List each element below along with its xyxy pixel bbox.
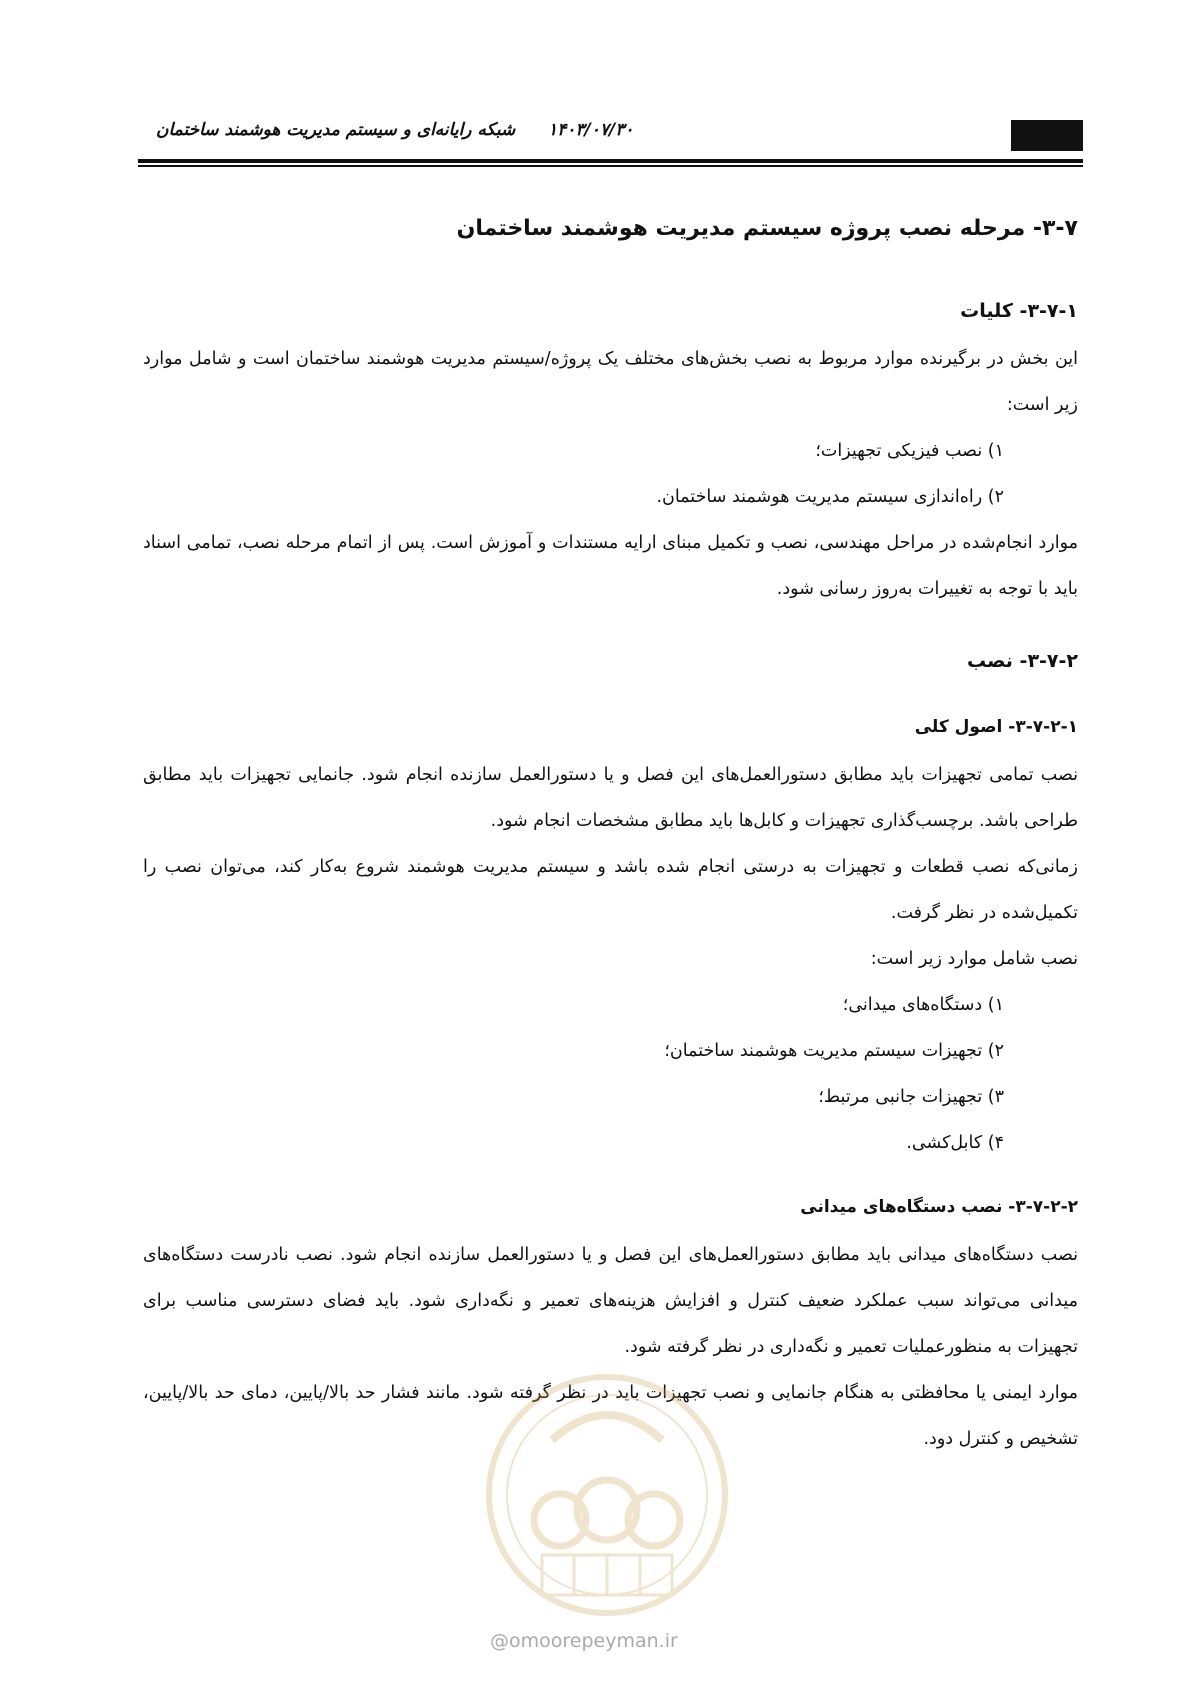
principles-list-item: ۴) کابل‌کشی. [906, 1133, 1004, 1153]
header-rule-thick [138, 159, 1083, 163]
section-title: ۳-۷- مرحله نصب پروژه سیستم مدیریت هوشمند ساختمان [456, 216, 1078, 241]
header-rule-thin [138, 165, 1083, 167]
general-paragraph-1: این بخش در برگیرنده موارد مربوط به نصب بخش‌های مختلف یک پروژه/سیستم مدیریت هوشمند ساختمان است و شامل موارد زیر است: [143, 349, 1078, 415]
field-devices-heading: ۳-۷-۲-۲- نصب دستگاه‌های میدانی [800, 1197, 1078, 1217]
general-list-item: ۲) راه‌اندازی سیستم مدیریت هوشمند ساختمان. [656, 487, 1004, 507]
principles-list-item: ۱) دستگاه‌های میدانی؛ [842, 995, 1004, 1015]
principles-paragraph-1: نصب تمامی تجهیزات باید مطابق دستورالعمل‌های این فصل و یا دستورالعمل سازنده انجام شود. جانمایی تجهیزات باید مطابق طراحی باشد. برچسب‌گذاری تجهیزات و کابل‌ها باید مطابق مشخصات انجام شود. [143, 765, 1078, 831]
general-heading: ۳-۷-۱- کلیات [960, 300, 1078, 322]
watermark-seal-icon [482, 1370, 732, 1620]
header-title: شبکه رایانه‌ای و سیستم مدیریت هوشمند ساختمان [156, 120, 516, 140]
page-content [143, 208, 1078, 1462]
principles-paragraph-3: نصب شامل موارد زیر است: [870, 949, 1078, 969]
field-devices-paragraph-1: نصب دستگاه‌های میدانی باید مطابق دستورالعمل‌های این فصل و یا دستورالعمل سازنده انجام شود. نصب نادرست دستگاه‌های میدانی می‌تواند سبب عملکرد ضعیف کنترل و افزایش هزینه‌های تعمیر و نگه‌داری شود. باید فضای دسترسی مناسب برای تجهیزات به منظورعملیات تعمیر و نگه‌داری در نظر گرفته شود. [143, 1245, 1078, 1357]
principles-heading: ۳-۷-۲-۱- اصول کلی [914, 717, 1078, 737]
install-heading: ۳-۷-۲- نصب [966, 650, 1078, 672]
page-header [138, 114, 1083, 156]
principles-list-item: ۲) تجهیزات سیستم مدیریت هوشمند ساختمان؛ [664, 1041, 1004, 1061]
general-paragraph-2: موارد انجام‌شده در مراحل مهندسی، نصب و تکمیل مبنای ارایه مستندات و آموزش است. پس از اتمام مرحله نصب، تمامی اسناد باید با توجه به تغییرات به‌روز رسانی شود. [143, 533, 1078, 599]
header-date: ۱۴۰۳/۰۷/۳۰ [548, 120, 634, 140]
field-devices-paragraph-2: موارد ایمنی یا محافظتی به هنگام جانمایی و نصب تجهیزات باید در نظر گرفته شود. مانند فشار حد بالا/پایین، دمای حد بالا/پایین، تشخیص و کنترل دود. [143, 1383, 1078, 1449]
page-number-box [1011, 120, 1083, 151]
principles-list-item: ۳) تجهیزات جانبی مرتبط؛ [818, 1087, 1004, 1107]
principles-paragraph-2: زمانی‌که نصب قطعات و تجهیزات به درستی انجام شده باشد و سیستم مدیریت هوشمند شروع به‌کار کند، می‌توان نصب را تکمیل‌شده در نظر گرفت. [143, 857, 1078, 923]
general-list-item: ۱) نصب فیزیکی تجهیزات؛ [815, 441, 1004, 461]
watermark-url: @omoorepeyman.ir [490, 1630, 678, 1652]
